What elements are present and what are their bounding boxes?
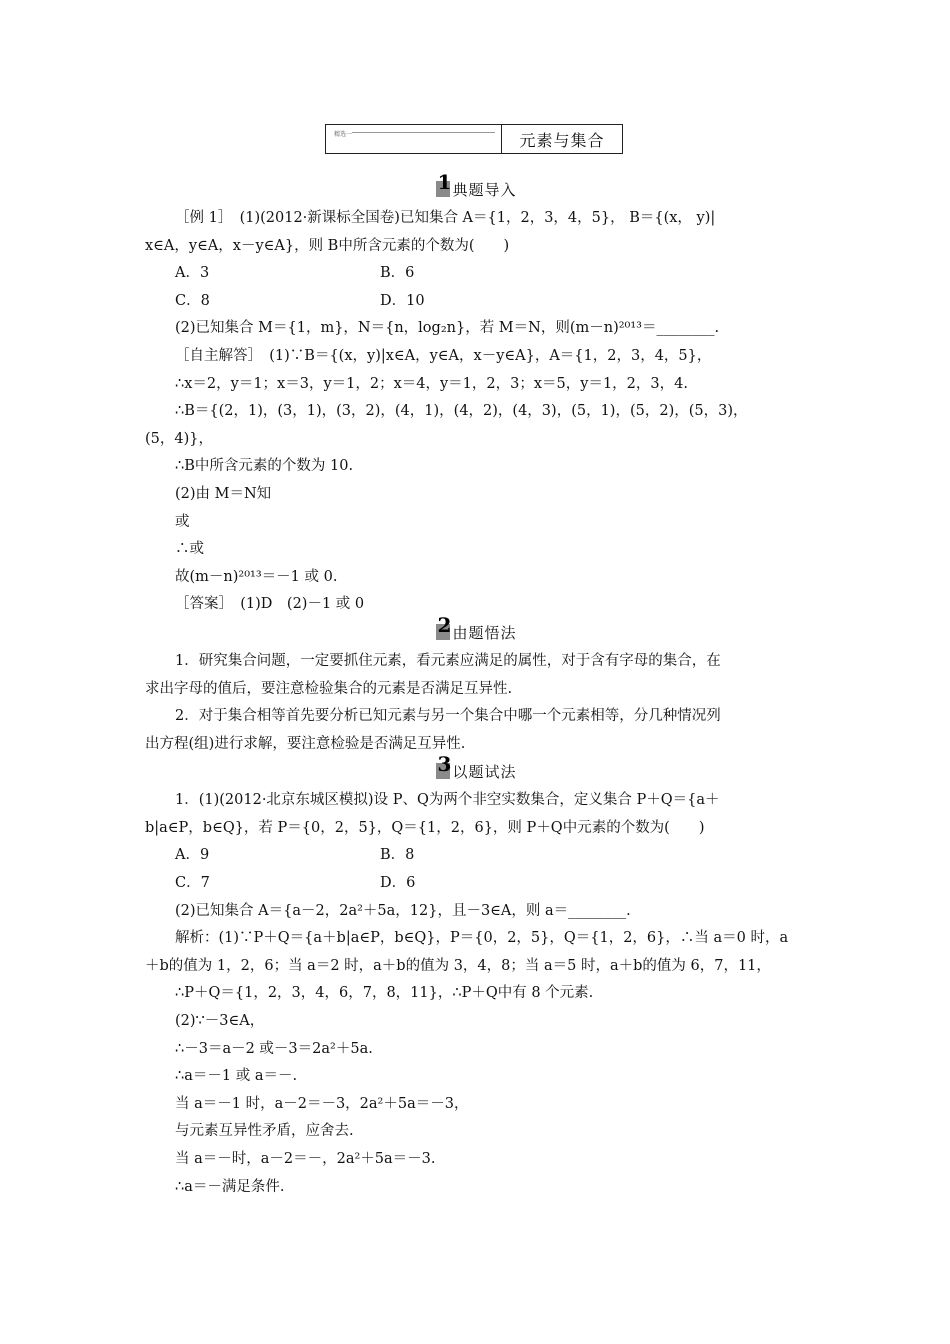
method-line: 求出字母的值后，要注意检验集合的元素是否满足互异性. [145,680,513,697]
section-heading-1: 1 典题导入 [437,170,517,199]
option-d: D．6 [380,875,416,892]
analysis-line: (2)∵－3∈A， [175,1013,265,1030]
option-d: D．10 [380,292,425,309]
analysis-line: ＋b的值为 1，2，6；当 a＝2 时，a＋b的值为 3，4，8；当 a＝5 时，a＋b的值为 6，7，11， [145,957,771,974]
solution-line: (2)由 M＝N知 [175,485,272,502]
section-number-badge: 1 [436,181,450,197]
option-a: A．9 [175,847,210,864]
section-number-badge: 2 [436,624,450,640]
solution-line: ∴B＝{(2，1)，(3，1)，(3，2)，(4，1)，(4，2)，(4，3)，(5，1)，(5，2)，(5，3)， [175,403,748,420]
solution-line: ∴B中所含元素的个数为 10. [175,458,354,475]
option-c: C．8 [175,292,210,309]
solution-line: ∴x＝2，y＝1；x＝3，y＝1，2；x＝4，y＝1，2，3；x＝5，y＝1，2，3，4. [175,375,688,392]
option-c: C．7 [175,875,210,892]
header-title: 元素与集合 [519,130,605,150]
analysis-line: ∴P＋Q＝{1，2，3，4，6，7，8，11}，∴P＋Q中有 8 个元素. [175,985,594,1002]
analysis-line: ∴a＝－满足条件. [175,1178,285,1195]
options-row [145,842,808,870]
section-heading-2: 2 由题悟法 [437,612,517,642]
analysis-line: ∴a＝－1 或 a＝－. [175,1068,298,1085]
analysis-line: 与元素互异性矛盾，应舍去. [175,1123,354,1140]
exercise-line: b|a∈P，b∈Q}，若 P＝{0，2，5}，Q＝{1，2，6}，则 P＋Q中元素的个数为( ) [145,819,705,836]
header-small-text: 精选一 [334,131,353,138]
method-line: 1．研究集合问题，一定要抓住元素，看元素应满足的属性，对于含有字母的集合，在 [175,652,721,669]
exercise-line: 1．(1)(2012·北京东城区模拟)设 P、Q为两个非空实数集合，定义集合 P＋Q＝{a＋ [175,792,720,809]
section-heading-3: 3 以题试法 [437,752,517,782]
method-line: 出方程(组)进行求解，要注意检验是否满足互异性. [145,735,466,752]
example-1-line-2: x∈A，y∈A，x－y∈A}，则 B中所含元素的个数为( ) [145,237,510,254]
header-rule [352,132,495,133]
analysis-line: 解析：(1)∵P＋Q＝{a＋b|a∈P，b∈Q}，P＝{0，2，5}，Q＝{1，2，6}，∴当 a＝0 时，a [175,930,789,947]
example-1-line-1: ［例 1］ (1)(2012·新课标全国卷)已知集合 A＝{1，2，3，4，5}， B＝{(x， y)| [175,210,716,226]
section-header-box [325,124,623,154]
analysis-line: 当 a＝－时，a－2＝－，2a²＋5a＝－3. [175,1151,436,1167]
solution-line: 或 [175,513,190,530]
analysis-line: 当 a＝－1 时，a－2＝－3，2a²＋5a＝－3， [175,1095,469,1112]
options-row [145,260,808,288]
answer-line: ［答案］ (1)D (2)－1 或 0 [175,596,365,613]
method-line: 2．对于集合相等首先要分析已知元素与另一个集合中哪一个元素相等，分几种情况列 [175,708,721,725]
solution-line: ［自主解答］ (1)∵B＝{(x，y)|x∈A，y∈A，x－y∈A}，A＝{1，2，3，4，5}， [175,347,712,364]
section-number-badge: 3 [436,763,450,779]
solution-line: ∴或 [175,541,204,558]
option-b: B．8 [380,847,415,864]
example-1-part-2: (2)已知集合 M＝{1，m}，N＝{n，log₂n}，若 M＝N，则(m－n)²⁰¹³＝________. [175,320,720,337]
document-body [145,170,808,1201]
header-left-cell [326,125,502,153]
solution-line: (5，4)}， [145,430,213,447]
solution-line: 故(m－n)²⁰¹³＝－1 或 0. [175,568,338,585]
options-row [145,870,808,898]
exercise-part-2: (2)已知集合 A＝{a－2，2a²＋5a，12}，且－3∈A，则 a＝________. [175,902,631,919]
analysis-line: ∴－3＝a－2 或－3＝2a²＋5a. [175,1040,373,1057]
options-row [145,288,808,316]
option-a: A．3 [175,265,210,282]
option-b: B．6 [380,265,415,282]
